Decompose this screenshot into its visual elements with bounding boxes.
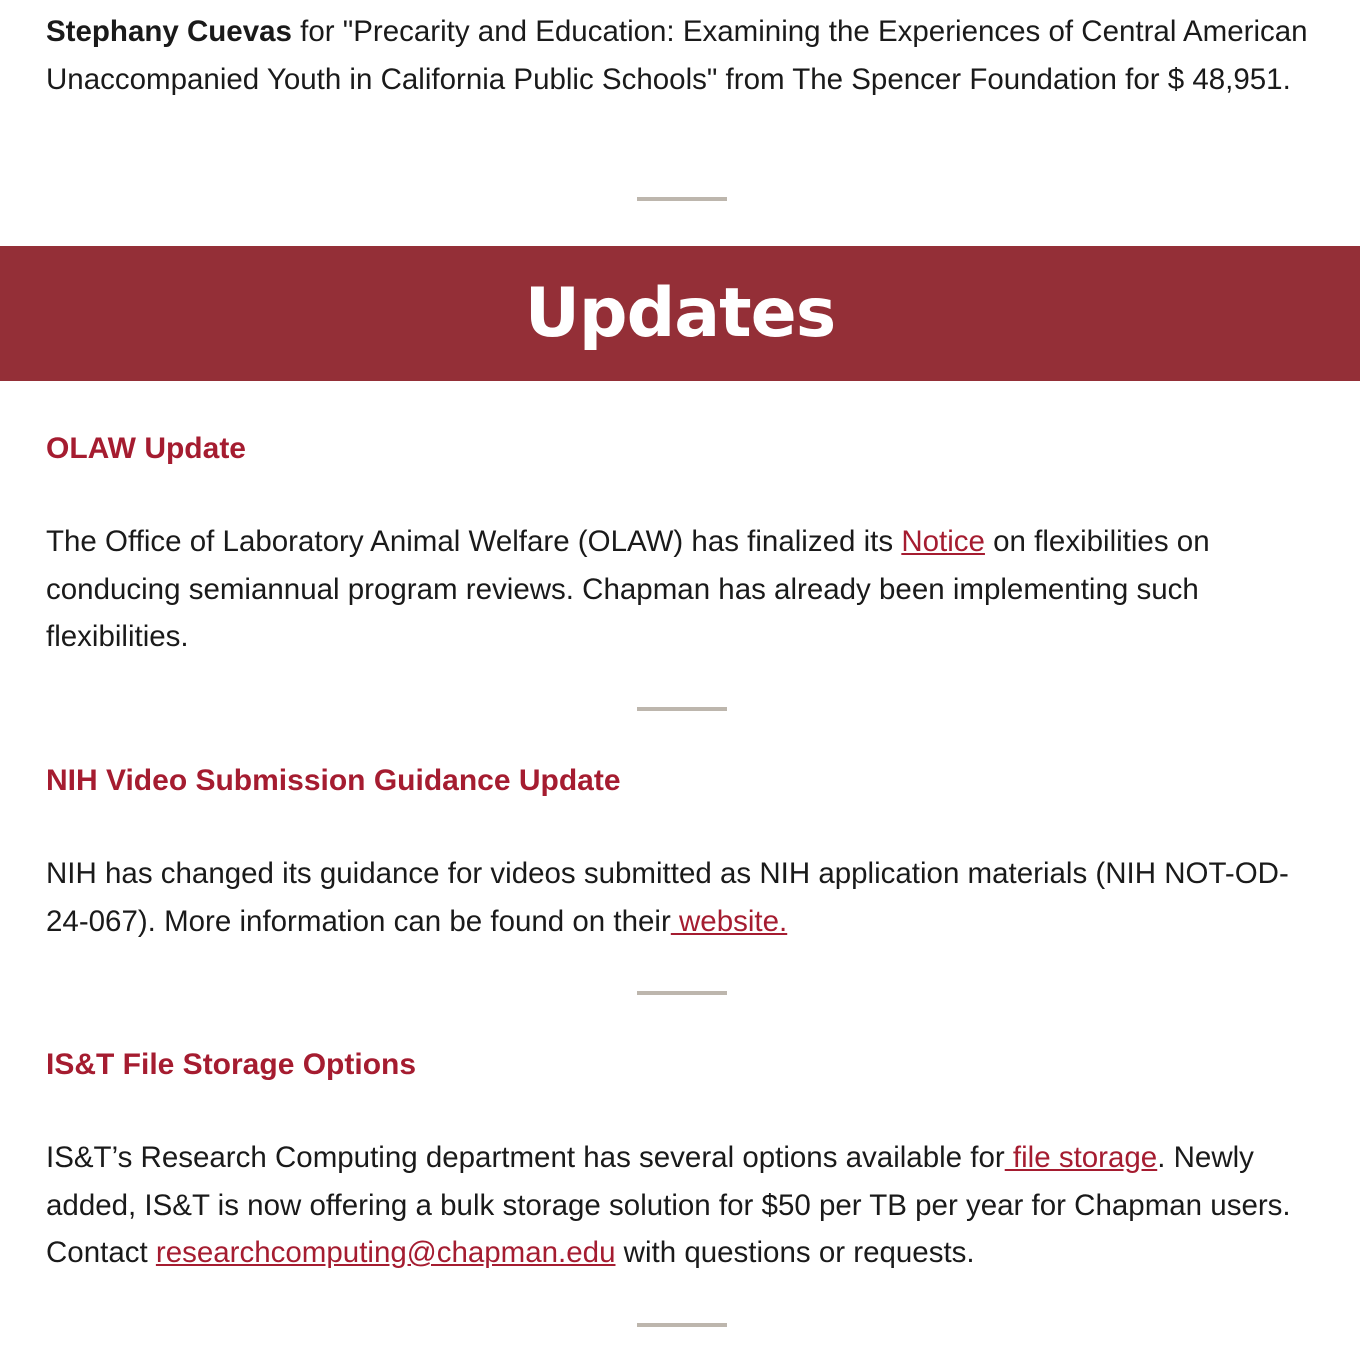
divider — [637, 991, 727, 995]
section-body-olaw: The Office of Laboratory Animal Welfare (OLAW) has finalized its Notice on flexibilities on conducing semiannual program reviews. Chapman has already been implementing such flexibilities. — [46, 525, 1210, 653]
divider — [637, 1323, 727, 1327]
section-body-storage: IS&T’s Research Computing department has several options available for file storage. Newly added, IS&T is now offering a bulk storage solution for $50 per TB per year for Chapman users. Contact researchcomputing@chapman.edu with questions or requests. — [46, 1141, 1291, 1269]
notice-link[interactable]: Notice — [901, 525, 985, 558]
section-heading-storage: IS&T File Storage Options — [46, 1048, 417, 1081]
award-paragraph: Stephany Cuevas for "Precarity and Education: Examining the Experiences of Central American Unaccompanied Youth in California Public Schools" from The Spencer Foundation for $ 48,951. — [46, 15, 1308, 96]
updates-banner — [0, 246, 1360, 381]
section-heading-olaw: OLAW Update — [46, 432, 246, 465]
divider — [637, 707, 727, 711]
section-heading-nih: NIH Video Submission Guidance Update — [46, 764, 621, 797]
file-storage-link[interactable]: file storage — [1004, 1141, 1158, 1174]
divider — [637, 197, 727, 201]
section-body-nih: NIH has changed its guidance for videos submitted as NIH application materials (NIH NOT-OD-24-067). More information can be found on their website. — [46, 857, 1289, 938]
website-link[interactable]: website. — [670, 904, 788, 938]
email-link[interactable]: researchcomputing@chapman.edu — [155, 1236, 616, 1269]
awardee-name: Stephany Cuevas — [46, 15, 292, 48]
banner-title: Updates — [524, 274, 836, 353]
